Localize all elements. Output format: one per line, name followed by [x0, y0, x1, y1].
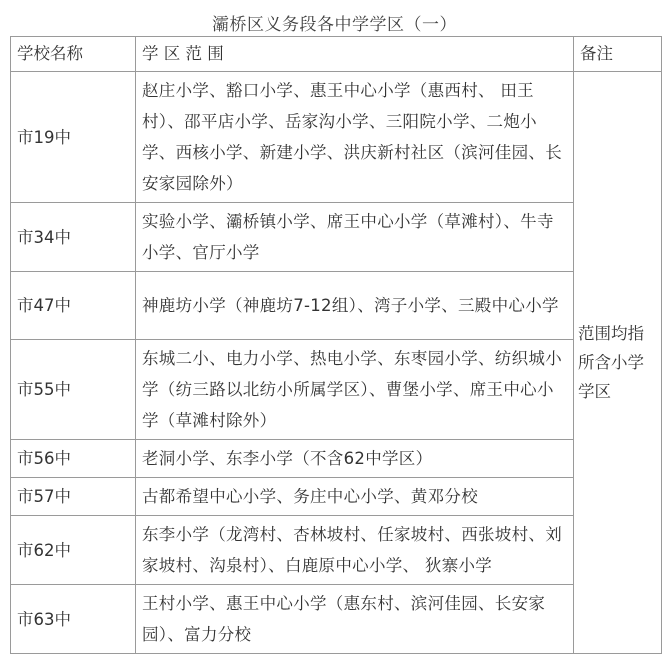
table-row [11, 478, 662, 516]
header-school: 学校名称 [11, 37, 136, 72]
school-name: 市55中 [11, 340, 136, 440]
district-range: 神鹿坊小学（神鹿坊7-12组）、湾子小学、三殿中心小学 [136, 272, 574, 340]
district-range: 赵庄小学、豁口小学、惠王中心小学（惠西村、 田王村）、邵平店小学、岳家沟小学、三阳院小学、二炮小学、西核小学、新建小学、洪庆新村社区（滨河佳园、长安家园除外） [136, 72, 574, 203]
school-name: 市19中 [11, 72, 136, 203]
table-row [11, 340, 662, 440]
page-title: 灞桥区义务段各中学学区（一） [212, 15, 457, 35]
header-range: 学 区 范 围 [136, 37, 574, 72]
school-name: 市56中 [11, 440, 136, 478]
table-header-row [11, 37, 662, 72]
school-name: 市34中 [11, 203, 136, 272]
table-row [11, 516, 662, 585]
district-range: 老洞小学、东李小学（不含62中学区） [136, 440, 574, 478]
district-range: 王村小学、惠王中心小学（惠东村、滨河佳园、长安家园）、富力分校 [136, 585, 574, 654]
school-name: 市57中 [11, 478, 136, 516]
district-range: 东城二小、电力小学、热电小学、东枣园小学、纺织城小学（纺三路以北纺小所属学区）、曹堡小学、席王中心小学（草滩村除外） [136, 340, 574, 440]
district-range: 古都希望中心小学、务庄中心小学、黄邓分校 [136, 478, 574, 516]
header-note: 备注 [574, 37, 662, 72]
district-range: 实验小学、灞桥镇小学、席王中心小学（草滩村）、牛寺小学、官厅小学 [136, 203, 574, 272]
table-row [11, 272, 662, 340]
table-row [11, 72, 662, 203]
note-cell: 范围均指所含小学学区 [574, 72, 662, 654]
table-row [11, 585, 662, 654]
district-range: 东李小学（龙湾村、杏林坡村、任家坡村、西张坡村、刘家坡村、沟泉村）、白鹿原中心小学、 狄寨小学 [136, 516, 574, 585]
table-row [11, 440, 662, 478]
school-district-table [10, 36, 662, 654]
table-row [11, 203, 662, 272]
school-name: 市47中 [11, 272, 136, 340]
school-name: 市63中 [11, 585, 136, 654]
school-name: 市62中 [11, 516, 136, 585]
